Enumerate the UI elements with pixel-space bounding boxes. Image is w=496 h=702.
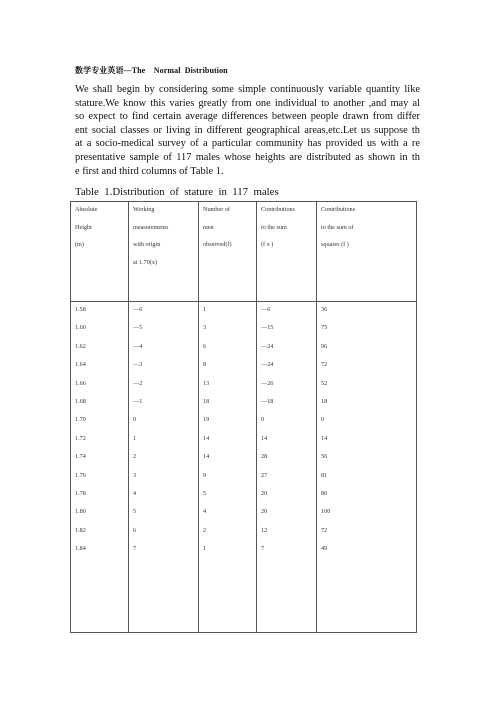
table-cell-value: 14 [203, 434, 210, 442]
header-line: men [203, 223, 214, 231]
table-cell-value: 1.66 [75, 379, 86, 387]
paragraph-line: presentative sample of 117 males whose heights are distributed as shown in th [75, 151, 420, 163]
table-cell-value: 14 [203, 453, 210, 461]
table-cell-value: —24 [261, 342, 274, 350]
header-line: measurements [133, 223, 169, 231]
header-cell-squares [317, 202, 417, 302]
paragraph-line: so expect to find certain average differences between people drawn from differ [75, 111, 420, 123]
table-cell-value: 8 [203, 361, 207, 369]
table-cell-value: 5 [133, 508, 137, 516]
header-line: Contributions [321, 206, 356, 213]
table-cell-value: —24 [261, 361, 274, 369]
header-line: Absolute [75, 206, 98, 213]
table-cell-value: 9 [203, 471, 207, 479]
table-cell-value: 1.72 [75, 434, 86, 442]
table-caption: Table 1.Distribution of stature in 117 males [75, 186, 279, 198]
body-cell-height [71, 302, 129, 633]
table-cell-value: 1.82 [75, 526, 86, 534]
table-cell-value: 1 [203, 306, 207, 313]
table-cell-value: —2 [133, 379, 143, 387]
table-cell-value: 4 [203, 508, 207, 516]
table-cell-value: 1.80 [75, 508, 86, 516]
table-cell-value: —18 [261, 397, 274, 405]
table-cell-value: 1.70 [75, 416, 86, 424]
table-cell-value: 3 [203, 324, 207, 332]
header-line: squares (f ) [321, 241, 349, 248]
table-cell-value: 14 [321, 434, 328, 442]
table-cell-value: 0 [321, 416, 325, 424]
table-cell-value: 1.58 [75, 306, 86, 313]
table-cell-value: 75 [321, 324, 328, 332]
header-line: Working [133, 206, 155, 213]
table-cell-value: 14 [261, 434, 268, 442]
table-cell-value: 5 [203, 489, 207, 497]
table-cell-value: 1.76 [75, 471, 86, 479]
table-cell-value: 7 [133, 545, 137, 553]
table-cell-value: 80 [321, 489, 328, 497]
table-cell-value: 18 [321, 397, 328, 405]
table-cell-value: 72 [321, 361, 328, 369]
table-cell-value: 52 [321, 379, 328, 387]
table-cell-value: 1 [133, 434, 137, 442]
table-cell-value: 0 [133, 416, 137, 424]
header-line: Contributions [261, 206, 296, 213]
table-cell-value: 72 [321, 526, 328, 534]
table-cell-value: 4 [133, 489, 137, 497]
table-cell-value: 1.62 [75, 342, 86, 350]
table-cell-value: 2 [133, 453, 137, 461]
table-cell-value: 0 [261, 416, 265, 424]
table-cell-value: —1 [133, 397, 143, 405]
body-cell-count [199, 302, 257, 633]
header-line: observed(f) [203, 241, 232, 248]
paragraph-line: We shall begin by considering some simple continuously variable quantity like [75, 84, 420, 95]
body-cell-working [129, 302, 199, 633]
table-cell-value: 19 [203, 416, 210, 424]
table-cell-value: —5 [133, 324, 143, 332]
header-cell-sum [257, 202, 317, 302]
table-cell-value: —6 [133, 306, 143, 313]
header-cell-working [129, 202, 199, 302]
table-cell-value: 1.64 [75, 361, 86, 369]
header-line: to the sum [261, 223, 287, 231]
table-cell-value: 6 [133, 526, 137, 534]
table-cell-value: —4 [133, 342, 143, 350]
table-cell-value: 18 [203, 397, 210, 405]
stature-table [70, 201, 417, 633]
table-cell-value: 20 [261, 489, 268, 497]
table-cell-value: 96 [321, 342, 328, 350]
paragraph-line: at a socio-medical survey of a particular community has provided us with a re [75, 138, 420, 150]
table-cell-value: 6 [203, 342, 207, 350]
paragraph-line: stature.We know this varies greatly from one individual to another ,and may al [75, 97, 420, 109]
table-cell-value: 56 [321, 453, 328, 461]
header-line: Number of [203, 206, 230, 213]
body-cell-squares [317, 302, 417, 633]
table-cell-value: 1 [203, 545, 207, 553]
table-cell-value: —26 [261, 379, 274, 387]
table-cell-value: 2 [203, 526, 207, 534]
table-body-row [71, 302, 417, 633]
paragraph-line: ent social classes or living in different geographical areas,etc.Let us suppose th [75, 124, 420, 136]
table-cell-value: 100 [321, 508, 331, 516]
header-line: (m) [75, 241, 84, 248]
table-header-row [71, 202, 417, 302]
table-cell-value: 1.84 [75, 545, 86, 553]
table-cell-value: —15 [261, 324, 274, 332]
body-cell-sum [257, 302, 317, 633]
table-cell-value: —3 [133, 361, 143, 369]
header-line: with origin [133, 241, 161, 248]
table-cell-value: 20 [261, 508, 268, 516]
header-line: at 1.70(x) [133, 258, 158, 266]
header-line: (f x ) [261, 241, 274, 248]
table-cell-value: 13 [203, 379, 210, 387]
header-line: Height [75, 223, 92, 231]
table-cell-value: 12 [261, 526, 268, 534]
table-cell-value: —6 [261, 306, 271, 313]
table-cell-value: 49 [321, 545, 328, 553]
table-cell-value: 7 [261, 545, 265, 553]
header-line: to the sum of [321, 223, 354, 231]
table-cell-value: 28 [261, 453, 268, 461]
table-cell-value: 1.74 [75, 453, 86, 461]
body-paragraph [75, 83, 420, 178]
table-cell-value: 81 [321, 471, 328, 479]
table-cell-value: 1.78 [75, 489, 86, 497]
table-cell-value: 36 [321, 306, 328, 313]
header-cell-height [71, 202, 129, 302]
header-cell-count [199, 202, 257, 302]
table-cell-value: 27 [261, 471, 268, 479]
paragraph-line: e first and third columns of Table 1. [75, 165, 224, 177]
table-cell-value: 3 [133, 471, 137, 479]
table-cell-value: 1.68 [75, 397, 86, 405]
table-cell-value: 1.60 [75, 324, 86, 332]
page-title: 数学专业英语—The Normal Distribution [75, 66, 228, 75]
